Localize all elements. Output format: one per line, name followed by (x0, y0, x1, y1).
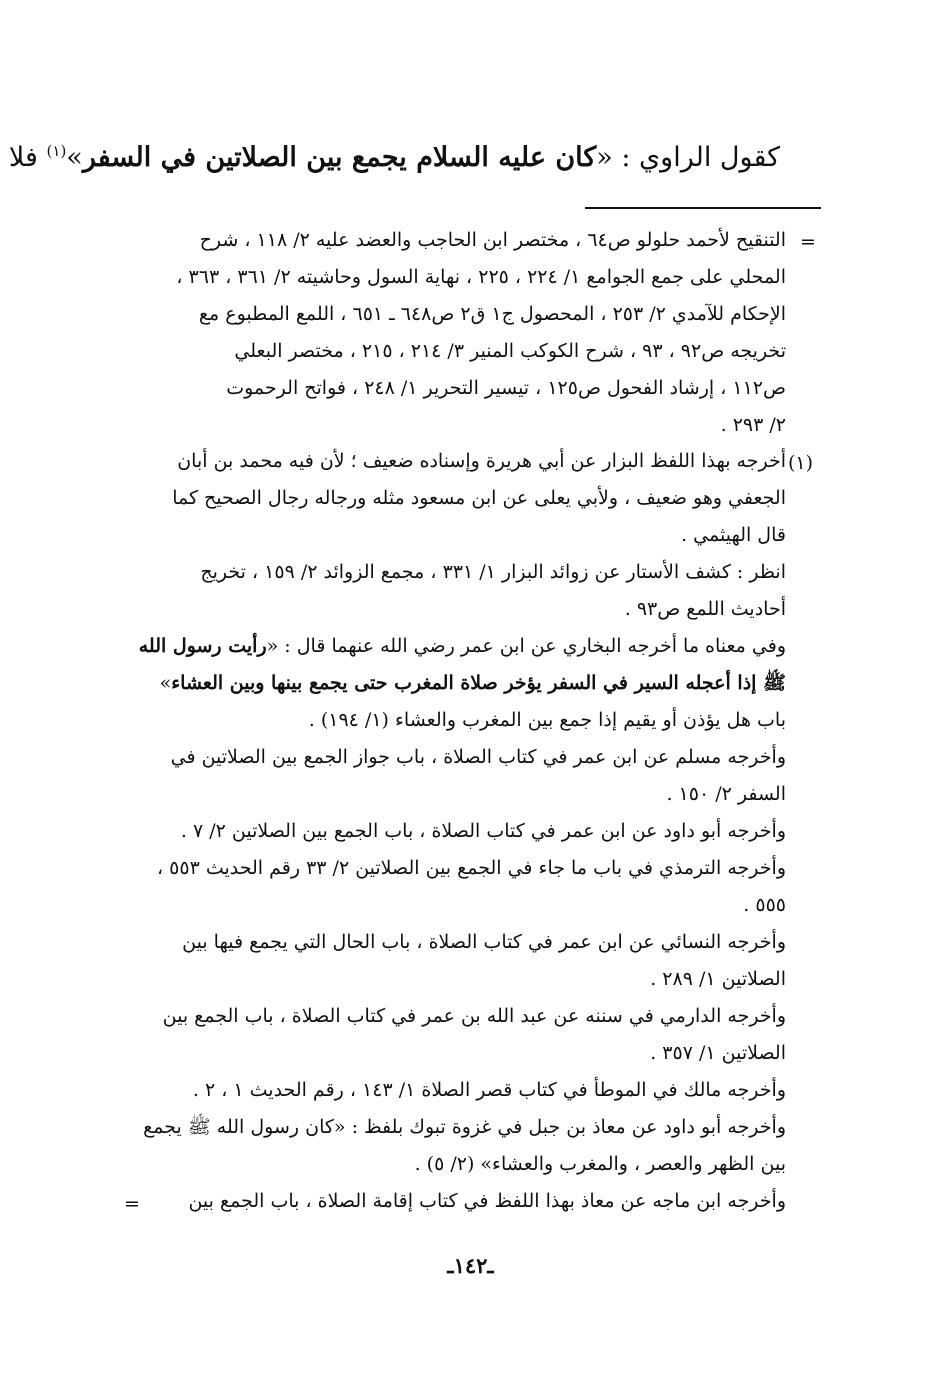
footnote-line: الصلاتين ١/ ٢٨٩ . (650, 968, 786, 990)
footnote-line: أحاديث اللمع ص٩٣ . (624, 598, 786, 620)
footnote-line: الإحكام للآمدي ٢/ ٢٥٣ ، المحصول ج١ ق٢ ص٦٤٨ ـ ٦٥١ ، اللمع المطبوع مع (198, 303, 786, 325)
footnote-line: باب هل يؤذن أو يقيم إذا جمع بين المغرب والعشاء (١/ ١٩٤) . (308, 709, 786, 731)
footnote-line: وأخرجه مسلم عن ابن عمر في كتاب الصلاة ، باب جواز الجمع بين الصلاتين في (170, 746, 786, 768)
footnote-line: بين الظهر والعصر ، والمغرب والعشاء» (٢/ ٥) . (414, 1153, 786, 1175)
continuation-footnote (106, 222, 786, 444)
footnote-1-marker: (١) (788, 452, 814, 474)
footnote-line: قال الهيثمي . (681, 524, 786, 546)
footnote-line: وأخرجه النسائي عن ابن عمر في كتاب الصلاة ، باب الحال التي يجمع فيها بين (182, 931, 786, 953)
page-number: ـ١٤٢ـ (447, 1253, 494, 1278)
footnote-line (106, 628, 786, 665)
footnote-line: انظر : كشف الأستار عن زوائد البزار ١/ ٣٣١ ، مجمع الزوائد ٢/ ١٥٩ ، تخريج (200, 561, 786, 583)
bukhari-quote-start: رأيت رسول الله (138, 635, 267, 657)
footnote-line: السفر ٢/ ١٥٠ . (666, 783, 786, 805)
footnote-line: وأخرجه أبو داود عن معاذ بن جبل في غزوة تبوك بلفظ : «كان رسول الله ﷺ يجمع (143, 1116, 786, 1138)
main-quote: كان عليه السلام يجمع بين الصلاتين في السفر (82, 142, 597, 173)
footnote-line: تخريجه ص٩٢ ، ٩٣ ، شرح الكوكب المنير ٣/ ٢١٤ ، ٢١٥ ، مختصر البعلي (234, 340, 786, 362)
main-suffix: فلا (8, 142, 47, 173)
bukhari-quote-close: » (159, 672, 172, 694)
bukhari-intro: وفي معناه ما أخرجه البخاري عن ابن عمر رضي الله عنهما قال : « (266, 635, 786, 657)
footnote-line: وأخرجه ابن ماجه عن معاذ بهذا اللفظ في كتاب إقامة الصلاة ، باب الجمع بين (188, 1190, 786, 1212)
footnote-line: وأخرجه مالك في الموطأ في كتاب قصر الصلاة ١/ ١٤٣ ، رقم الحديث ١ ، ٢ . (192, 1079, 786, 1101)
footnote-ref: (١) (46, 142, 67, 160)
footnote-separator (585, 207, 821, 209)
footnote-line: أخرجه بهذا اللفظ البزار عن أبي هريرة وإسناده ضعيف ؛ لأن فيه محمد بن أبان (177, 450, 786, 472)
footnote-line: وأخرجه أبو داود عن ابن عمر في كتاب الصلاة ، باب الجمع بين الصلاتين ٢/ ٧ . (180, 820, 786, 842)
end-continuation-marker: = (124, 1193, 140, 1215)
footnote-line: الصلاتين ١/ ٣٥٧ . (650, 1042, 786, 1064)
footnote-line: ص١١٢ ، إرشاد الفحول ص١٢٥ ، تيسير التحرير ١/ ٢٤٨ ، فواتح الرحموت (226, 377, 786, 399)
footnote-line: وأخرجه الترمذي في باب ما جاء في الجمع بين الصلاتين ٢/ ٣٣ رقم الحديث ٥٥٣ ، (156, 857, 786, 879)
footnote-line (106, 665, 786, 702)
bukhari-quote: ﷺ إذا أعجله السير في السفر يؤخر صلاة المغرب حتى يجمع بينها وبين العشاء (171, 672, 786, 694)
footnote-line: التنقيح لأحمد حلولو ص٦٤ ، مختصر ابن الحاجب والعضد عليه ٢/ ١١٨ ، شرح (199, 229, 786, 251)
footnote-line: ٥٥٥ . (743, 894, 786, 916)
main-text-line (8, 142, 780, 173)
footnote-line: ٢/ ٢٩٣ . (720, 414, 786, 436)
footnote-line: المحلي على جمع الجوامع ١/ ٢٢٤ ، ٢٢٥ ، نهاية السول وحاشيته ٢/ ٣٦١ ، ٣٦٣ ، (176, 266, 786, 288)
footnote-line: وأخرجه الدارمي في سننه عن عبد الله بن عمر في كتاب الصلاة ، باب الجمع بين (162, 1005, 786, 1027)
main-quote-close: » (66, 142, 83, 173)
footnote-line: الجعفي وهو ضعيف ، ولأبي يعلى عن ابن مسعود مثله ورجاله رجال الصحيح كما (172, 487, 786, 509)
footnote-1 (106, 443, 786, 1220)
main-prefix: كقول الراوي : « (596, 142, 780, 173)
continuation-marker: = (800, 231, 816, 253)
